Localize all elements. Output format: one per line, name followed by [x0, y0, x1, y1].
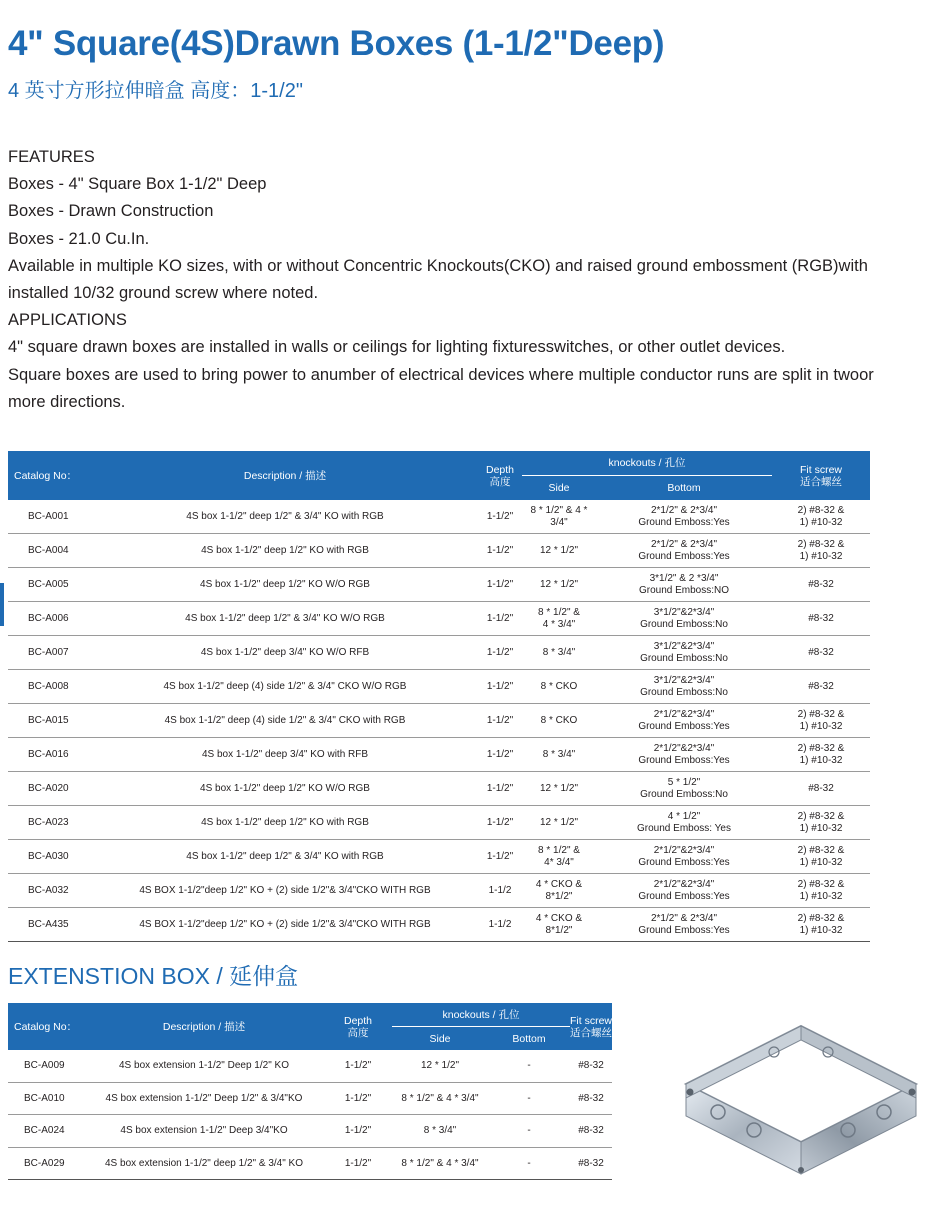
fit-cell-line: 1) #10-32	[799, 924, 843, 936]
side-cell	[522, 704, 596, 738]
bottom-cell-line: Ground Emboss:NO	[638, 584, 730, 596]
features-section	[8, 144, 898, 416]
description-cell: 4S box 1-1/2" deep 1/2" & 3/4" KO W/O RGB	[92, 602, 478, 636]
bottom-cell-line: Ground Emboss:Yes	[638, 720, 730, 732]
side-cell	[522, 772, 596, 806]
fit-cell-line: 2) #8-32 &	[797, 743, 845, 754]
depth-label: Depth	[485, 463, 515, 476]
table-row	[8, 874, 870, 908]
bottom-cell-line: 3*1/2"&2*3/4"	[653, 607, 715, 618]
description-cell: 4S box 1-1/2" deep (4) side 1/2" & 3/4" CKO with RGB	[92, 704, 478, 738]
side-cell-line: 8 * 1/2" & 4 *	[530, 505, 588, 516]
table-row	[8, 1050, 612, 1082]
application-line: Square boxes are used to bring power to anumber of electrical devices where multiple conductor runs are split in twoor more directions.	[8, 365, 874, 411]
bottom-cell	[596, 636, 772, 670]
fit-cell-line: #8-32	[808, 680, 834, 692]
fit-label-cn: 适合螺丝	[570, 1026, 612, 1039]
bottom-cell-line: Ground Emboss:No	[640, 788, 728, 800]
depth-cell: 1-1/2"	[478, 568, 522, 602]
feature-line: Boxes - Drawn Construction	[8, 202, 214, 221]
side-cell-line: 4 * 3/4"	[542, 618, 576, 630]
catalog-cell: BC-A007	[8, 636, 92, 670]
description-cell: 4S box extension 1-1/2" deep 1/2" & 3/4" KO	[84, 1147, 324, 1180]
bottom-cell-line: 5 * 1/2"	[667, 777, 701, 788]
side-cell	[522, 670, 596, 704]
bottom-cell-line: Ground Emboss:Yes	[638, 924, 730, 936]
fit-cell-line: 2) #8-32 &	[797, 709, 845, 720]
description-cell: 4S BOX 1-1/2"deep 1/2" KO + (2) side 1/2"& 3/4"CKO WITH RGB	[92, 874, 478, 908]
col-fit-header	[570, 1003, 612, 1050]
fit-cell-line: 2) #8-32 &	[797, 845, 845, 856]
feature-line: Available in multiple KO sizes, with or without Concentric Knockouts(CKO) and raised ground embossment (RGB)with installed 10/32 ground screw where noted.	[8, 256, 868, 303]
catalog-cell: BC-A005	[8, 568, 92, 602]
side-cell-line: 8 * CKO	[540, 714, 578, 726]
side-cell-line: 4* 3/4"	[544, 856, 574, 868]
fit-cell	[772, 806, 870, 840]
side-cell: 8 * 1/2" & 4 * 3/4"	[392, 1147, 488, 1180]
description-cell: 4S box 1-1/2" deep 1/2" KO with RGB	[92, 806, 478, 840]
bottom-cell	[596, 806, 772, 840]
bottom-cell	[596, 908, 772, 942]
side-cell-line: 4 * CKO &	[535, 879, 583, 890]
catalog-cell: BC-A004	[8, 534, 92, 568]
bottom-cell-line: Ground Emboss:No	[640, 652, 728, 664]
fit-label: Fit screw	[800, 463, 842, 476]
table-row	[8, 568, 870, 602]
col-bottom-header: Bottom	[488, 1027, 570, 1051]
table-row	[8, 1082, 612, 1115]
depth-label-cn: 高度	[347, 1026, 369, 1039]
depth-cell: 1-1/2	[478, 874, 522, 908]
side-cell	[522, 500, 596, 534]
depth-cell: 1-1/2"	[478, 500, 522, 534]
fit-cell-line: #8-32	[808, 782, 834, 794]
col-description-header: Description / 描述	[92, 451, 478, 500]
bottom-cell-line: 3*1/2"&2*3/4"	[653, 675, 715, 686]
description-cell: 4S box 1-1/2" deep 1/2" & 3/4" KO with RGB	[92, 840, 478, 874]
table-row	[8, 806, 870, 840]
side-cell	[522, 602, 596, 636]
description-cell: 4S BOX 1-1/2"deep 1/2" KO + (2) side 1/2"& 3/4"CKO WITH RGB	[92, 908, 478, 942]
catalog-cell: BC-A030	[8, 840, 92, 874]
description-cell: 4S box extension 1-1/2" Deep 1/2" KO	[84, 1050, 324, 1082]
bottom-cell-line: 2*1/2"&2*3/4"	[653, 743, 715, 754]
depth-cell: 1-1/2"	[478, 772, 522, 806]
col-side-header: Side	[392, 1027, 488, 1051]
fit-cell	[772, 840, 870, 874]
bottom-cell: -	[488, 1147, 570, 1180]
catalog-cell: BC-A016	[8, 738, 92, 772]
catalog-cell: BC-A023	[8, 806, 92, 840]
bottom-cell-line: Ground Emboss:Yes	[638, 550, 730, 562]
description-cell: 4S box 1-1/2" deep 1/2" & 3/4" KO with RGB	[92, 500, 478, 534]
bottom-cell	[596, 500, 772, 534]
fit-cell-line: 2) #8-32 &	[797, 539, 845, 550]
catalog-cell: BC-A010	[8, 1082, 84, 1115]
applications-heading: APPLICATIONS	[8, 311, 127, 330]
fit-cell-line: 1) #10-32	[799, 856, 843, 868]
bottom-cell	[596, 704, 772, 738]
bottom-cell: -	[488, 1050, 570, 1082]
side-cell-line: 8*1/2"	[545, 924, 573, 936]
depth-cell: 1-1/2"	[478, 738, 522, 772]
col-catalog-header: Catalog No：	[8, 1003, 84, 1050]
fit-cell: #8-32	[570, 1050, 612, 1082]
side-cell-line: 12 * 1/2"	[539, 544, 579, 556]
fit-label: Fit screw	[570, 1014, 612, 1027]
fit-cell-line: 1) #10-32	[799, 822, 843, 834]
depth-cell: 1-1/2"	[478, 840, 522, 874]
side-cell	[522, 840, 596, 874]
table-row	[8, 500, 870, 534]
depth-cell: 1-1/2"	[324, 1082, 392, 1115]
depth-cell: 1-1/2	[478, 908, 522, 942]
fit-cell-line: 2) #8-32 &	[797, 505, 845, 516]
bottom-cell: -	[488, 1115, 570, 1148]
fit-cell-line: 1) #10-32	[799, 516, 843, 528]
table-row	[8, 534, 870, 568]
description-cell: 4S box 1-1/2" deep 3/4" KO with RFB	[92, 738, 478, 772]
feature-line: Boxes - 21.0 Cu.In.	[8, 229, 150, 248]
catalog-cell: BC-A008	[8, 670, 92, 704]
fit-cell	[772, 670, 870, 704]
depth-cell: 1-1/2"	[478, 534, 522, 568]
side-cell-line: 3/4"	[550, 516, 568, 528]
bottom-cell-line: 2*1/2" & 2*3/4"	[650, 505, 718, 516]
bottom-cell	[596, 772, 772, 806]
side-cell	[522, 874, 596, 908]
bottom-cell-line: 2*1/2"&2*3/4"	[653, 709, 715, 720]
col-knockouts-header: knockouts / 孔位	[522, 451, 772, 476]
depth-cell: 1-1/2"	[324, 1050, 392, 1082]
description-cell: 4S box 1-1/2" deep 1/2" KO W/O RGB	[92, 568, 478, 602]
bottom-cell	[596, 568, 772, 602]
bottom-cell-line: 2*1/2"&2*3/4"	[653, 879, 715, 890]
fit-cell	[772, 500, 870, 534]
bottom-cell	[596, 670, 772, 704]
side-cell-line: 8 * 1/2" &	[538, 845, 580, 856]
catalog-cell: BC-A006	[8, 602, 92, 636]
side-cell-line: 8 * 1/2" &	[538, 607, 580, 618]
fit-cell	[772, 602, 870, 636]
catalog-cell: BC-A009	[8, 1050, 84, 1082]
catalog-cell: BC-A024	[8, 1115, 84, 1148]
fit-cell-line: 2) #8-32 &	[797, 811, 845, 822]
bottom-cell	[596, 874, 772, 908]
catalog-cell: BC-A435	[8, 908, 92, 942]
description-cell: 4S box 1-1/2" deep 3/4" KO W/O RFB	[92, 636, 478, 670]
description-cell: 4S box 1-1/2" deep 1/2" KO W/O RGB	[92, 772, 478, 806]
fit-cell-line: 1) #10-32	[799, 890, 843, 902]
side-cell: 12 * 1/2"	[392, 1050, 488, 1082]
col-knockouts-header: knockouts / 孔位	[392, 1003, 570, 1027]
bottom-cell-line: Ground Emboss:Yes	[638, 754, 730, 766]
fit-cell-line: #8-32	[808, 612, 834, 624]
description-cell: 4S box 1-1/2" deep 1/2" KO with RGB	[92, 534, 478, 568]
fit-cell-line: 1) #10-32	[799, 550, 843, 562]
table-row	[8, 908, 870, 942]
bottom-cell-line: Ground Emboss:No	[640, 686, 728, 698]
description-cell: 4S box extension 1-1/2" Deep 1/2" & 3/4"KO	[84, 1082, 324, 1115]
col-depth-header	[478, 451, 522, 500]
fit-cell	[772, 772, 870, 806]
depth-cell: 1-1/2"	[478, 806, 522, 840]
bottom-cell	[596, 602, 772, 636]
description-cell: 4S box extension 1-1/2" Deep 3/4"KO	[84, 1115, 324, 1148]
fit-cell	[772, 738, 870, 772]
fit-cell	[772, 704, 870, 738]
catalog-cell: BC-A020	[8, 772, 92, 806]
bottom-cell-line: 3*1/2" & 2 *3/4"	[649, 573, 719, 584]
bottom-cell-line: Ground Emboss:Yes	[638, 856, 730, 868]
bottom-cell-line: Ground Emboss:Yes	[638, 516, 730, 528]
depth-cell: 1-1/2"	[478, 602, 522, 636]
fit-cell	[772, 636, 870, 670]
bottom-cell: -	[488, 1082, 570, 1115]
side-cell	[522, 568, 596, 602]
fit-cell	[772, 568, 870, 602]
bottom-cell-line: Ground Emboss:Yes	[638, 890, 730, 902]
depth-cell: 1-1/2"	[478, 636, 522, 670]
depth-label: Depth	[343, 1014, 373, 1027]
table-row	[8, 602, 870, 636]
extension-box-table	[8, 1003, 612, 1180]
bottom-cell-line: Ground Emboss: Yes	[637, 822, 731, 834]
depth-cell: 1-1/2"	[478, 670, 522, 704]
page-title: 4" Square(4S)Drawn Boxes (1-1/2"Deep)	[8, 24, 665, 63]
bottom-cell	[596, 738, 772, 772]
table-row	[8, 1147, 612, 1180]
table-row	[8, 738, 870, 772]
fit-cell-line: 2) #8-32 &	[797, 879, 845, 890]
side-cell	[522, 636, 596, 670]
side-cell	[522, 806, 596, 840]
bottom-cell-line: 2*1/2"&2*3/4"	[653, 845, 715, 856]
extension-section-title: EXTENSTION BOX / 延伸盒	[8, 963, 299, 989]
bottom-cell-line: 2*1/2" & 2*3/4"	[650, 913, 718, 924]
side-cell-line: 12 * 1/2"	[539, 816, 579, 828]
fit-cell	[772, 534, 870, 568]
table-row	[8, 670, 870, 704]
table-row	[8, 636, 870, 670]
side-cell: 8 * 3/4"	[392, 1115, 488, 1148]
side-cell	[522, 908, 596, 942]
depth-cell: 1-1/2"	[324, 1147, 392, 1180]
features-heading: FEATURES	[8, 148, 95, 166]
fit-label-cn: 适合螺丝	[800, 475, 842, 488]
side-cell-line: 12 * 1/2"	[539, 782, 579, 794]
col-catalog-header: Catalog No：	[8, 451, 92, 500]
side-cell-line: 8 * 3/4"	[542, 748, 576, 760]
depth-cell: 1-1/2"	[478, 704, 522, 738]
side-cell	[522, 534, 596, 568]
side-cell-line: 4 * CKO &	[535, 913, 583, 924]
bottom-cell-line: Ground Emboss:No	[640, 618, 728, 630]
side-cell	[522, 738, 596, 772]
catalog-cell: BC-A001	[8, 500, 92, 534]
table-row	[8, 704, 870, 738]
page-subtitle: 4 英寸方形拉伸暗盒 高度：1-1/2"	[8, 80, 303, 102]
side-cell-line: 12 * 1/2"	[539, 578, 579, 590]
extension-box-photo	[676, 1014, 926, 1186]
description-cell: 4S box 1-1/2" deep (4) side 1/2" & 3/4" CKO W/O RGB	[92, 670, 478, 704]
side-cell-line: 8 * 3/4"	[542, 646, 576, 658]
fit-cell	[772, 908, 870, 942]
col-side-header: Side	[522, 476, 596, 501]
depth-cell: 1-1/2"	[324, 1115, 392, 1148]
catalog-cell: BC-A032	[8, 874, 92, 908]
catalog-cell: BC-A015	[8, 704, 92, 738]
side-cell-line: 8 * CKO	[540, 680, 578, 692]
fit-cell: #8-32	[570, 1147, 612, 1180]
feature-line: Boxes - 4" Square Box 1-1/2" Deep	[8, 175, 267, 194]
bottom-cell-line: 3*1/2"&2*3/4"	[653, 641, 715, 652]
fit-cell-line: #8-32	[808, 646, 834, 658]
table-row	[8, 772, 870, 806]
catalog-cell: BC-A029	[8, 1147, 84, 1180]
col-depth-header	[324, 1003, 392, 1050]
bottom-cell-line: 2*1/2" & 2*3/4"	[650, 539, 718, 550]
application-line: 4" square drawn boxes are installed in walls or ceilings for lighting fixturesswitches, or other outlet devices.	[8, 338, 786, 357]
drawn-boxes-table	[8, 451, 870, 942]
fit-cell: #8-32	[570, 1082, 612, 1115]
fit-cell-line: #8-32	[808, 578, 834, 590]
table-row	[8, 840, 870, 874]
page-side-marker	[0, 583, 4, 626]
col-bottom-header: Bottom	[596, 476, 772, 501]
fit-cell-line: 1) #10-32	[799, 754, 843, 766]
bottom-cell-line: 4 * 1/2"	[667, 811, 701, 822]
fit-cell	[772, 874, 870, 908]
bottom-cell	[596, 534, 772, 568]
depth-label-cn: 高度	[489, 475, 511, 488]
table-row	[8, 1115, 612, 1148]
fit-cell: #8-32	[570, 1115, 612, 1148]
fit-cell-line: 2) #8-32 &	[797, 913, 845, 924]
bottom-cell	[596, 840, 772, 874]
col-fit-header	[772, 451, 870, 500]
side-cell: 8 * 1/2" & 4 * 3/4"	[392, 1082, 488, 1115]
col-description-header: Description / 描述	[84, 1003, 324, 1050]
fit-cell-line: 1) #10-32	[799, 720, 843, 732]
side-cell-line: 8*1/2"	[545, 890, 573, 902]
